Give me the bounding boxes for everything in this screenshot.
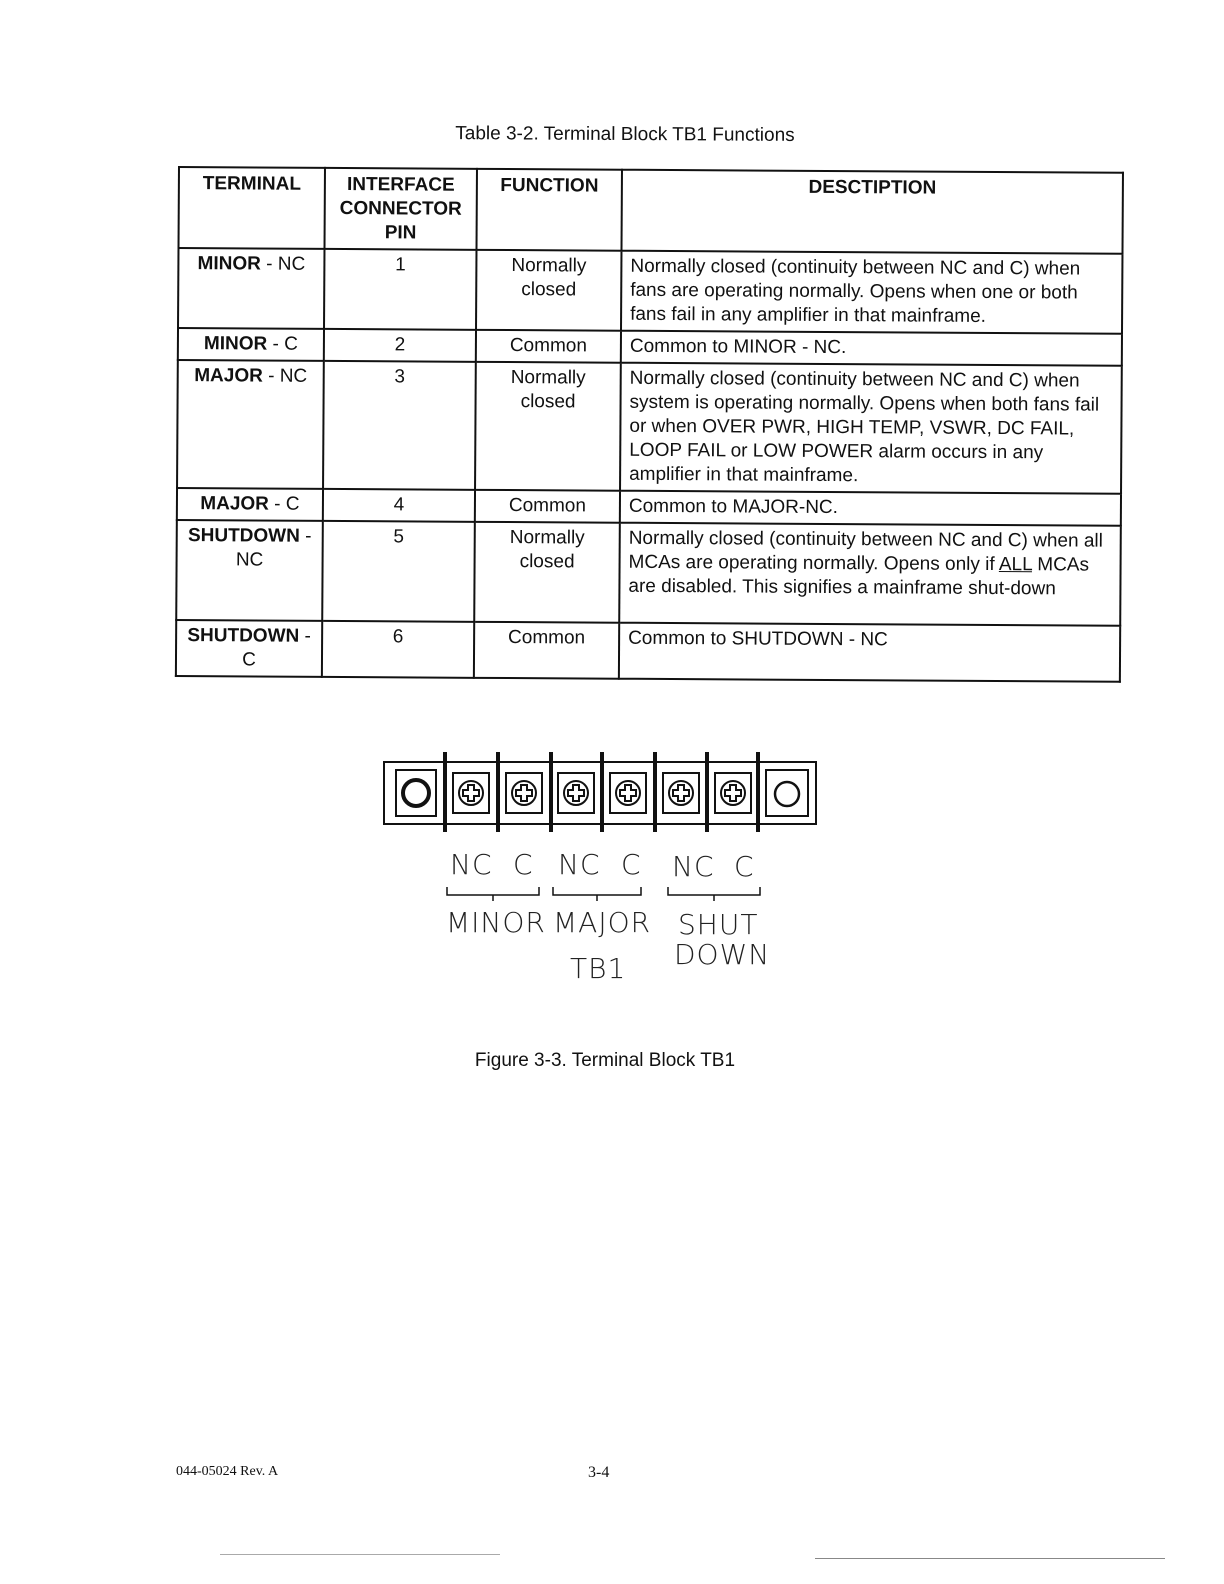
function-cell: Common: [474, 622, 619, 679]
table-row: [178, 248, 1122, 334]
terminal-cell: [176, 520, 323, 621]
description-cell: Common to MAJOR-NC.: [620, 491, 1121, 526]
group-label-down: DOWN: [674, 938, 771, 971]
group-label-shut: SHUT: [678, 908, 759, 941]
table-row: [176, 520, 1121, 626]
pin-cell: 6: [322, 621, 474, 678]
pin-cell: 4: [323, 489, 475, 522]
terminal-label-nc-3: NC: [558, 848, 601, 881]
pin-cell: 2: [324, 329, 476, 362]
group-brackets: [447, 887, 760, 901]
shutdown-bracket: [668, 887, 760, 901]
scan-artifact-line: [815, 1558, 1165, 1559]
major-bracket: [553, 887, 641, 901]
function-cell: Normally closed: [476, 250, 621, 331]
terminal-label-c-6: C: [734, 850, 755, 883]
terminal-functions-table: [175, 166, 1124, 683]
pin-cell: 3: [323, 361, 476, 490]
table-row: [176, 620, 1120, 682]
terminal-cell: [178, 248, 324, 329]
terminal-contact: - C: [242, 625, 311, 671]
function-cell: Normally closed: [475, 362, 621, 491]
page-number: 3-4: [588, 1464, 610, 1481]
header-description: DESCTIPTION: [621, 170, 1122, 254]
table-header-row: [178, 167, 1122, 254]
document-number: 044-05024 Rev. A: [176, 1464, 279, 1479]
terminal-label-nc-5: NC: [672, 850, 715, 883]
screw-terminal-1: [453, 773, 489, 813]
terminal-cell: [177, 360, 324, 489]
header-function: FUNCTION: [476, 169, 621, 251]
description-cell: Normally closed (continuity between NC and C) when system is operating normally. Opens when both fans fail or when OVER PWR, HIGH TEMP, VSWR, DC FAIL, LOOP FAIL or LOW POWER alarm occurs in any amplifier in that mainframe.: [620, 363, 1122, 494]
terminal-label-c-4: C: [621, 848, 642, 881]
terminal-label-c-2: C: [513, 848, 534, 881]
table-caption: Table 3-2. Terminal Block TB1 Functions: [455, 123, 795, 146]
terminal-contact: - NC: [262, 365, 308, 387]
description-emphasis: ALL: [998, 554, 1033, 576]
description-text: MCAs are disabled. This signifies a mainframe shut-down: [628, 554, 1090, 600]
figure-caption: Figure 3-3. Terminal Block TB1: [474, 1050, 736, 1071]
terminal-name: SHUTDOWN: [187, 525, 300, 547]
description-cell: [619, 523, 1121, 626]
header-pin-line3: PIN: [384, 222, 417, 244]
mounting-hole-icon: [775, 782, 799, 806]
block-name-label: TB1: [570, 952, 627, 985]
pin-cell: 5: [322, 521, 475, 622]
minor-bracket: [447, 887, 539, 901]
terminal-name: MINOR: [203, 333, 268, 355]
terminal-cell: [176, 620, 322, 677]
description-cell: Common to SHUTDOWN - NC: [619, 623, 1120, 682]
terminal-block-figure: [380, 748, 830, 998]
function-cell: Common: [476, 330, 621, 363]
terminal-contact: - NC: [235, 525, 312, 571]
header-pin-line2: CONNECTOR: [339, 197, 462, 220]
group-label-minor: MINOR: [446, 906, 546, 939]
terminal-contact: - C: [267, 333, 298, 355]
terminal-cell: [178, 328, 324, 361]
screw-terminal-3: [558, 773, 594, 813]
description-cell: Normally closed (continuity between NC and C) when fans are operating normally. Opens when one or both fans fail in any amplifier in that mainframe.: [621, 251, 1122, 334]
terminal-contact: - NC: [260, 253, 306, 275]
terminal-name: SHUTDOWN: [187, 625, 300, 647]
terminal-barriers: [445, 752, 758, 832]
mounting-hole-right: [766, 770, 808, 816]
screw-terminal-4: [610, 773, 646, 813]
header-interface-connector-pin: [324, 168, 476, 250]
screw-terminal-2: [506, 773, 542, 813]
scan-artifact-line: [220, 1554, 500, 1555]
terminal-cell: [177, 488, 323, 521]
description-text: Normally closed (continuity between NC and C) when all MCAs are operating normally. Opens only if: [628, 527, 1103, 576]
screw-terminal-5: [663, 773, 699, 813]
terminal-name: MINOR: [197, 253, 261, 275]
group-label-major: MAJOR: [553, 906, 652, 939]
terminal-name: MAJOR: [200, 493, 270, 515]
description-cell: Common to MINOR - NC.: [621, 331, 1122, 366]
terminal-name: MAJOR: [194, 365, 263, 387]
terminal-contact: - C: [268, 493, 300, 515]
function-cell: Common: [475, 490, 620, 523]
table-row: [177, 360, 1122, 494]
header-pin-line1: INTERFACE: [346, 174, 455, 196]
function-cell: Normally closed: [474, 522, 620, 623]
screw-terminal-6: [715, 773, 751, 813]
pin-cell: 1: [324, 249, 476, 330]
terminal-label-nc-1: NC: [450, 848, 493, 881]
header-terminal: TERMINAL: [178, 167, 324, 249]
mounting-hole-icon: [403, 780, 429, 806]
